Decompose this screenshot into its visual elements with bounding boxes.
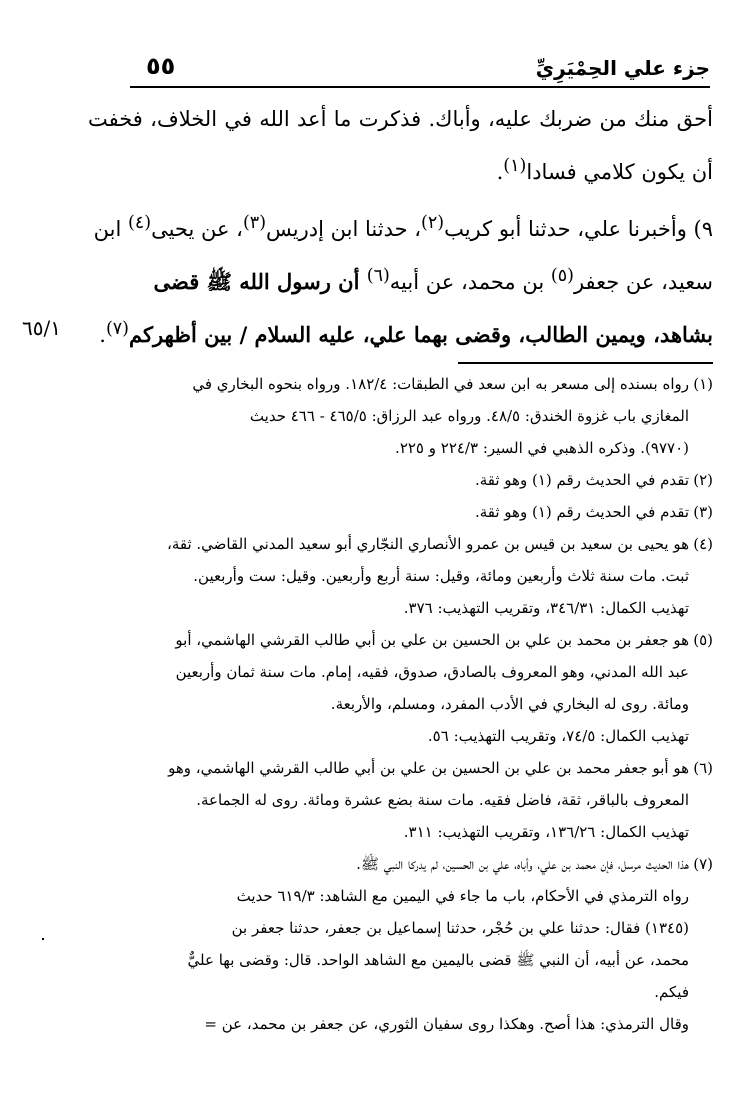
footnote-line: هو جعفر بن محمد بن علي بن الحسين بن علي بن أبي طالب القرشي الهاشمي، أبو	[175, 631, 689, 649]
footnote-ref-6: (٦)	[366, 266, 390, 286]
hadith-end: .	[99, 323, 106, 347]
main-text	[88, 96, 713, 359]
footnote-line: عبد الله المدني، وهو المعروف بالصادق، صدوق، فقيه، إمام. مات سنة ثمان وأربعين	[175, 663, 689, 681]
footnote-line: هذا الحديث مرسل، فإن محمد بن علي، وأباه، علي بن الحسين، لم يدركا النبي ﷺ.	[356, 855, 689, 873]
footnote-line: تهذيب الكمال: ٧٤/٥، وتقريب التهذيب: ٥٦.	[427, 727, 689, 745]
footnote-line: ثبت. مات سنة ثلاث وأربعين ومائة، وقيل: سنة أربع وأربعين. وقيل: ست وأربعين.	[193, 567, 689, 585]
footnote-item	[75, 848, 713, 1040]
page-number: ٥٥	[146, 52, 176, 80]
footnote-line: فيكم.	[654, 983, 689, 1001]
scan-mark	[42, 938, 44, 940]
footnote-line: هو أبو جعفر محمد بن علي بن الحسين بن علي بن أبي طالب القرشي الهاشمي، وهو	[168, 759, 689, 777]
footnote-line: رواه بسنده إلى مسعر به ابن سعد في الطبقات: ١٨٢/٤. ورواه بنحوه البخاري في	[192, 375, 689, 393]
hadith-text-a: ، حدثنا ابن إدريس	[266, 217, 422, 241]
manuscript-folio-reference: ٦٥/١	[22, 316, 61, 340]
footnote-number: (٢)	[693, 471, 713, 489]
footnote-ref-5: (٥)	[550, 266, 574, 286]
hadith-matn: أن رسول الله ﷺ قضى بشاهد، ويمين الطالب، وقضى بهما علي، عليه السلام / بين أظهركم	[129, 269, 713, 347]
footnote-separator	[458, 362, 713, 364]
footnote-item	[75, 624, 713, 752]
footnote-number: (٦)	[693, 759, 713, 777]
footnote-line: محمد، عن أبيه، أن النبي ﷺ قضى باليمين مع الشاهد الواحد. قال: وقضى بها عليٌّ	[187, 951, 689, 969]
footnote-item	[75, 464, 713, 496]
footnote-item	[75, 496, 713, 528]
footnote-line: (٩٧٧٠). وذكره الذهبي في السير: ٢٢٤/٣ و ٢٢٥.	[395, 439, 689, 457]
footnote-line: المعروف بالباقر، ثقة، فاضل فقيه. مات سنة بضع عشرة ومائة. روى له الجماعة.	[196, 791, 689, 809]
footnote-line: تقدم في الحديث رقم (١) وهو ثقة.	[474, 503, 689, 521]
footnote-line: المغازي باب غزوة الخندق: ٤٨/٥. ورواه عبد الرزاق: ٤٦٥/٥ - ٤٦٦ حديث	[249, 407, 689, 425]
footnote-ref-7: (٧)	[105, 319, 129, 339]
header-rule	[130, 86, 710, 88]
footnote-item	[75, 368, 713, 464]
footnote-line: ومائة. روى له البخاري في الأدب المفرد، ومسلم، والأربعة.	[330, 695, 689, 713]
footnote-line: وقال الترمذي: هذا أصح. وهكذا روى سفيان الثوري، عن جعفر بن محمد، عن =	[204, 1015, 689, 1033]
book-title: جزء علي الحِمْيَرِيِّ	[535, 56, 710, 80]
paragraph-1-end: .	[496, 160, 504, 184]
footnote-ref-1: (١)	[503, 156, 527, 176]
footnote-number: (٤)	[693, 535, 713, 553]
hadith-9	[88, 200, 713, 359]
hadith-text-b: ، عن يحيى	[151, 217, 243, 241]
footnote-ref-2: (٢)	[421, 213, 445, 233]
paragraph-1-text: أحق منك من ضربك عليه، وأباك. فذكرت ما أعد الله في الخلاف، فخفت أن يكون كلامي فسادا	[88, 107, 713, 184]
paragraph-continuation	[88, 96, 713, 196]
footnote-number: (٧)	[693, 855, 713, 873]
footnote-line: تهذيب الكمال: ٣٤٦/٣١، وتقريب التهذيب: ٣٧٦.	[403, 599, 689, 617]
footnote-number: (٥)	[693, 631, 713, 649]
footnote-line: (١٣٤٥) فقال: حدثنا علي بن حُجْر، حدثنا إسماعيل بن جعفر، حدثنا جعفر بن	[231, 919, 689, 937]
footnote-item	[75, 752, 713, 848]
footnote-line: هو يحيى بن سعيد بن قيس بن عمرو الأنصاري النجّاري أبو سعيد المدني القاضي. ثقة،	[166, 535, 689, 553]
hadith-text-c: ابن سعيد، عن جعفر	[93, 217, 713, 294]
footnote-number: (٣)	[693, 503, 713, 521]
footnote-ref-3: (٣)	[242, 213, 267, 233]
footnotes	[75, 368, 713, 1040]
footnote-ref-4: (٤)	[128, 213, 152, 233]
hadith-text-d: بن محمد، عن أبيه	[389, 270, 551, 294]
page-header	[130, 50, 710, 86]
footnote-line: تقدم في الحديث رقم (١) وهو ثقة.	[474, 471, 689, 489]
footnote-number: (١)	[693, 375, 713, 393]
hadith-9-prefix: ٩) وأخبرنا علي، حدثنا أبو كريب	[444, 217, 713, 241]
footnote-line: تهذيب الكمال: ١٣٦/٢٦، وتقريب التهذيب: ٣١١.	[403, 823, 689, 841]
footnote-item	[75, 528, 713, 624]
footnote-line: رواه الترمذي في الأحكام، باب ما جاء في اليمين مع الشاهد: ٦١٩/٣ حديث	[236, 887, 689, 905]
